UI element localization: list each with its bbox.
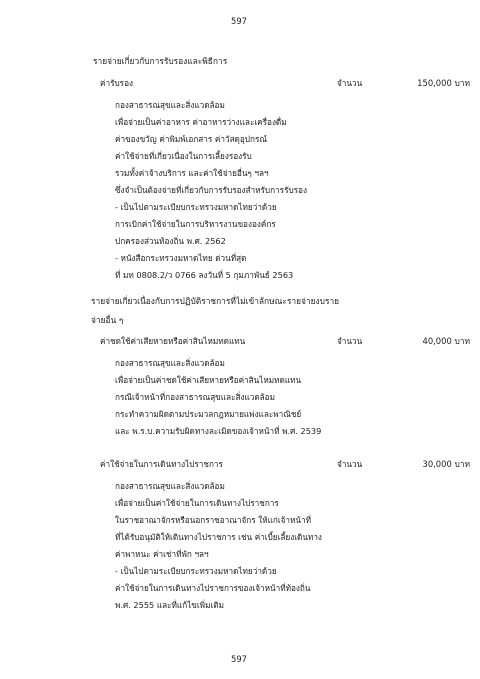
item-line: กรณีเจ้าหน้าที่กองสาธารณสุขและสิ่งแวดล้อม	[115, 392, 275, 402]
item-line: เพื่อจ่ายเป็นค่าชดใช้ค่าเสียหายหรือค่าสินไหมทดแทน	[115, 375, 302, 385]
item-line: ในราชอาณาจักรหรือนอกราชอาณาจักร ให้แก่เจ้าหน้าที่	[115, 515, 312, 525]
item-line: การเบิกค่าใช้จ่ายในการบริหารงานขององค์กร	[115, 219, 276, 229]
amount-label: จำนวน	[337, 336, 363, 346]
section-heading-other-duties-cont: จ่ายอื่น ๆ	[91, 315, 124, 325]
section-heading-entertainment: รายจ่ายเกี่ยวกับการรับรองและพิธีการ	[93, 56, 228, 66]
item-line: กองสาธารณสุขและสิ่งแวดล้อม	[115, 100, 225, 110]
amount-label: จำนวน	[337, 78, 363, 88]
amount-value: 40,000 บาท	[422, 336, 470, 346]
amount-label: จำนวน	[337, 459, 363, 469]
item-line: กองสาธารณสุขและสิ่งแวดล้อม	[115, 481, 225, 491]
item-line: กองสาธารณสุขและสิ่งแวดล้อม	[115, 358, 225, 368]
section-heading-other-duties: รายจ่ายเกี่ยวเนื่องกับการปฏิบัติราชการที่ไม่เข้าลักษณะรายจ่ายงบราย	[91, 296, 340, 306]
item-line: - เป็นไปตามระเบียบกระทรวงมหาดไทยว่าด้วย	[115, 566, 277, 576]
page-number-top: 597	[231, 16, 247, 26]
item-line: และ พ.ร.บ.ความรับผิดทางละเมิดของเจ้าหน้าที่ พ.ศ. 2539	[115, 426, 322, 436]
item-line: เพื่อจ่ายเป็นค่าใช้จ่ายในการเดินทางไปราชการ	[115, 498, 279, 508]
item-line: ซึ่งจำเป็นต้องจ่ายที่เกี่ยวกับการรับรองสำหรับการรับรอง	[115, 185, 307, 195]
item-line: - เป็นไปตามระเบียบกระทรวงมหาดไทยว่าด้วย	[115, 202, 277, 212]
item-line: รวมทั้งค่าจ้างบริการ และค่าใช้จ่ายอื่นๆ ฯลฯ	[115, 168, 269, 178]
item-line: ค่าพาหนะ ค่าเช่าที่พัก ฯลฯ	[115, 549, 209, 559]
item-title-reception: ค่ารับรอง	[100, 78, 133, 88]
item-line: เพื่อจ่ายเป็นค่าอาหาร ค่าอาหารว่างและเครื่องดื่ม	[115, 117, 287, 127]
item-line: ที่ได้รับอนุมัติให้เดินทางไปราชการ เช่น ค่าเบี้ยเลี้ยงเดินทาง	[115, 532, 322, 542]
item-line: ที่ มท 0808.2/ว 0766 ลงวันที่ 5 กุมภาพันธ์ 2563	[115, 270, 294, 280]
item-title-travel: ค่าใช้จ่ายในการเดินทางไปราชการ	[100, 459, 223, 469]
page-number-bottom: 597	[231, 654, 247, 664]
item-line: ค่าใช้จ่ายในการเดินทางไปราชการของเจ้าหน้าที่ท้องถิ่น	[115, 583, 311, 593]
item-line: กระทำความผิดตามประมวลกฎหมายแพ่งและพาณิชย์	[115, 409, 302, 419]
item-line: พ.ศ. 2555 และที่แก้ไขเพิ่มเติม	[115, 600, 224, 610]
item-line: ปกครองส่วนท้องถิ่น พ.ศ. 2562	[115, 236, 226, 246]
item-line: - หนังสือกระทรวงมหาดไทย ด่วนที่สุด	[115, 253, 247, 263]
item-line: ค่าใช้จ่ายที่เกี่ยวเนื่องในการเลี้ยงรองรับ	[115, 151, 252, 161]
item-line: ค่าของขวัญ ค่าพิมพ์เอกสาร ค่าวัสดุอุปกรณ์	[115, 134, 267, 144]
item-title-compensation: ค่าชดใช้ค่าเสียหายหรือค่าสินไหมทดแทน	[100, 336, 246, 346]
amount-value: 30,000 บาท	[422, 459, 470, 469]
amount-value: 150,000 บาท	[417, 78, 470, 88]
